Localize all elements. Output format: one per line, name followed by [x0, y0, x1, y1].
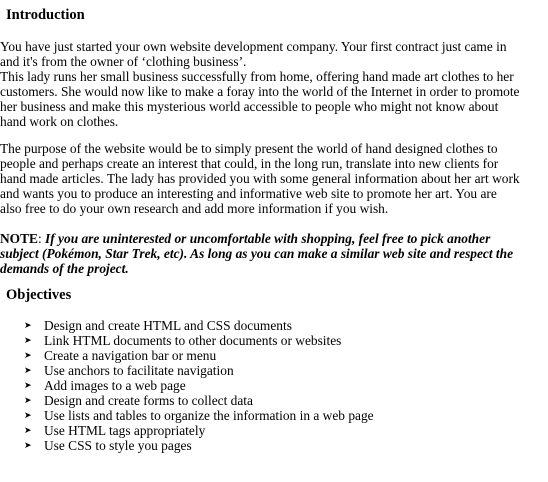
list-item [24, 438, 374, 453]
arrowhead-bullet-icon: ➤ [24, 410, 32, 420]
note-line: demands of the project. [0, 261, 129, 276]
introduction-paragraph-2 [0, 141, 546, 216]
paragraph-line: also free to do your own research and add more information if you wish. [0, 201, 389, 216]
note-line: subject (Pokémon, Star Trek, etc). As long as you can make a similar web site and respect the [0, 246, 514, 261]
note-paragraph [0, 231, 546, 276]
objective-text: Use CSS to style you pages [44, 438, 192, 453]
list-item [24, 378, 374, 393]
objectives-list [24, 318, 374, 453]
objective-text: Use lists and tables to organize the information in a web page [44, 408, 374, 423]
list-item [24, 318, 374, 333]
list-item [24, 363, 374, 378]
introduction-paragraph-1 [0, 39, 546, 129]
paragraph-line: The purpose of the website would be to simply present the world of hand designed clothes to [0, 141, 498, 156]
arrowhead-bullet-icon: ➤ [24, 335, 32, 345]
list-item [24, 333, 374, 348]
list-item [24, 408, 374, 423]
note-label: NOTE [0, 231, 38, 246]
arrowhead-bullet-icon: ➤ [24, 365, 32, 375]
objective-text: Add images to a web page [44, 378, 186, 393]
paragraph-line: and wants you to produce an interesting and informative web site to promote her art. You are [0, 186, 497, 201]
paragraph-line: and it's from the owner of ‘clothing business’. [0, 54, 247, 69]
objective-text: Link HTML documents to other documents or websites [44, 333, 342, 348]
list-item [24, 393, 374, 408]
introduction-heading: Introduction [6, 7, 85, 23]
paragraph-line: her business and make this mysterious world accessible to people who might not know about [0, 99, 499, 114]
note-separator: : [37, 231, 46, 246]
arrowhead-bullet-icon: ➤ [24, 350, 32, 360]
paragraph-line: hand work on clothes. [0, 114, 119, 129]
paragraph-line: customers. She would now like to make a foray into the world of the Internet in order to promote [0, 84, 520, 99]
paragraph-line: hand made articles. The lady has provided you with some general information about her art work [0, 171, 520, 186]
objective-text: Design and create forms to collect data [44, 393, 253, 408]
arrowhead-bullet-icon: ➤ [24, 440, 32, 450]
paragraph-line: people and perhaps create an interest that could, in the long run, translate into new clients for [0, 156, 499, 171]
paragraph-line: This lady runs her small business successfully from home, offering hand made art clothes to her [0, 69, 514, 84]
list-item [24, 348, 374, 363]
objective-text: Design and create HTML and CSS documents [44, 318, 292, 333]
list-item [24, 423, 374, 438]
objective-text: Use anchors to facilitate navigation [44, 363, 234, 378]
arrowhead-bullet-icon: ➤ [24, 395, 32, 405]
note-line [0, 231, 546, 246]
arrowhead-bullet-icon: ➤ [24, 380, 32, 390]
objectives-heading: Objectives [6, 287, 72, 303]
arrowhead-bullet-icon: ➤ [24, 425, 32, 435]
arrowhead-bullet-icon: ➤ [24, 320, 32, 330]
objective-text: Use HTML tags appropriately [44, 423, 206, 438]
paragraph-line: You have just started your own website development company. Your first contract just came in [0, 39, 507, 54]
objective-text: Create a navigation bar or menu [44, 348, 217, 363]
note-text: If you are uninterested or uncomfortable with shopping, feel free to pick another [45, 231, 491, 246]
